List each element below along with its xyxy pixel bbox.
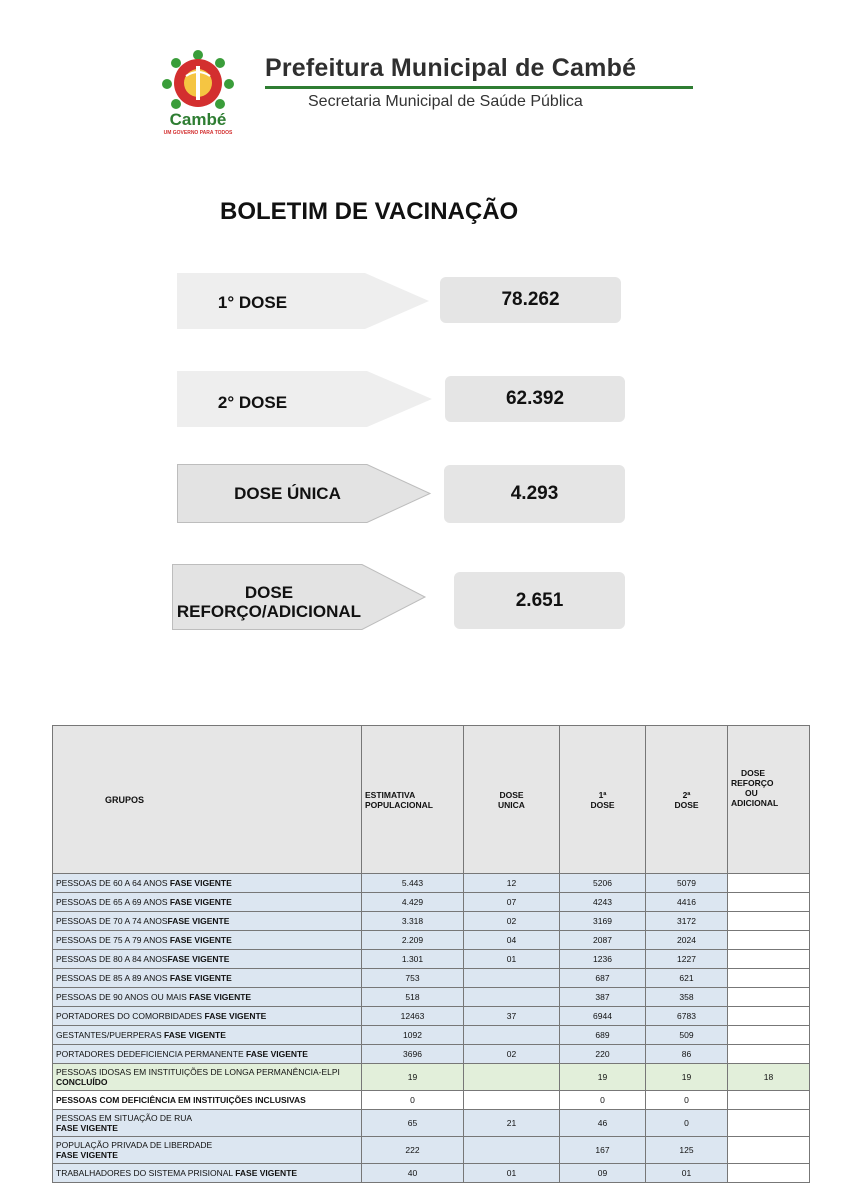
dose1-cell: 5206 xyxy=(560,874,646,893)
phase-status: FASE VIGENTE xyxy=(164,1030,226,1040)
org-title: Prefeitura Municipal de Cambé xyxy=(265,54,637,82)
dose2-cell: 3172 xyxy=(646,912,728,931)
dose-reforco-label xyxy=(174,583,364,621)
reforco-cell xyxy=(728,912,810,931)
group-name: PORTADORES DO COMORBIDADES xyxy=(56,1011,205,1021)
dose2-cell: 19 xyxy=(646,1064,728,1091)
estimativa-cell: 0 xyxy=(362,1091,464,1110)
group-name: PESSOAS DE 70 A 74 ANOS xyxy=(56,916,168,926)
dose1-cell: 46 xyxy=(560,1110,646,1137)
dose-reforco-label-line2: REFORÇO/ADICIONAL xyxy=(176,602,362,621)
estimativa-cell: 2.209 xyxy=(362,931,464,950)
vaccination-groups-table xyxy=(52,725,810,1183)
reforco-cell xyxy=(728,931,810,950)
dose1-cell: 09 xyxy=(560,1164,646,1183)
group-name: PORTADORES DEDEFICIENCIA PERMANENTE xyxy=(56,1049,247,1059)
header-reforco-line4: ADICIONAL xyxy=(731,798,779,808)
dose1-cell: 1236 xyxy=(560,950,646,969)
table-row xyxy=(53,1091,810,1110)
logo-tagline: UM GOVERNO PARA TODOS xyxy=(163,130,233,136)
estimativa-cell: 3.318 xyxy=(362,912,464,931)
dose2-cell: 4416 xyxy=(646,893,728,912)
dose-unica-cell: 12 xyxy=(464,874,560,893)
phase-status: FASE VIGENTE xyxy=(169,878,232,888)
dose1-cell: 6944 xyxy=(560,1007,646,1026)
group-cell xyxy=(53,988,362,1007)
dose-unica-cell: 04 xyxy=(464,931,560,950)
dose-unica-cell: 07 xyxy=(464,893,560,912)
group-cell xyxy=(53,969,362,988)
title-divider xyxy=(265,86,693,89)
group-name: PESSOAS COM DEFICIÊNCIA EM INSTITUIÇÕES INCLUSIVAS xyxy=(56,1095,306,1105)
header-grupos: GRUPOS xyxy=(53,726,362,874)
dose-unica-cell: 21 xyxy=(464,1110,560,1137)
dose1-cell: 4243 xyxy=(560,893,646,912)
dose-unica-cell: 02 xyxy=(464,912,560,931)
dose2-cell: 125 xyxy=(646,1137,728,1164)
dose2-cell: 621 xyxy=(646,969,728,988)
estimativa-cell: 518 xyxy=(362,988,464,1007)
cambe-logo xyxy=(150,48,246,138)
group-cell xyxy=(53,950,362,969)
reforco-cell xyxy=(728,1045,810,1064)
estimativa-cell: 12463 xyxy=(362,1007,464,1026)
header-dose1-line2: DOSE xyxy=(590,799,615,810)
group-cell xyxy=(53,893,362,912)
table-row xyxy=(53,893,810,912)
phase-status: FASE VIGENTE xyxy=(167,954,230,964)
dose2-cell: 509 xyxy=(646,1026,728,1045)
dose-unica-label: DOSE ÚNICA xyxy=(234,484,341,503)
header-dose2-line1: 2ª xyxy=(682,789,691,800)
phase-status: FASE VIGENTE xyxy=(56,1150,118,1160)
dose1-cell: 387 xyxy=(560,988,646,1007)
org-subtitle: Secretaria Municipal de Saúde Pública xyxy=(308,93,583,110)
group-cell xyxy=(53,1137,362,1164)
estimativa-cell: 19 xyxy=(362,1064,464,1091)
phase-status: FASE VIGENTE xyxy=(169,935,232,945)
reforco-cell: 18 xyxy=(728,1064,810,1091)
dose2-label: 2° DOSE xyxy=(217,393,288,412)
dose1-cell: 19 xyxy=(560,1064,646,1091)
table-row xyxy=(53,1045,810,1064)
dose1-cell: 3169 xyxy=(560,912,646,931)
dose-unica-cell: 02 xyxy=(464,1045,560,1064)
estimativa-cell: 222 xyxy=(362,1137,464,1164)
dose-unica-cell: 01 xyxy=(464,950,560,969)
dose2-cell: 0 xyxy=(646,1110,728,1137)
phase-status: FASE VIGENTE xyxy=(189,992,252,1002)
dose1-cell: 689 xyxy=(560,1026,646,1045)
dose1-cell: 2087 xyxy=(560,931,646,950)
estimativa-cell: 4.429 xyxy=(362,893,464,912)
table-row xyxy=(53,1110,810,1137)
estimativa-cell: 5.443 xyxy=(362,874,464,893)
dose2-cell: 6783 xyxy=(646,1007,728,1026)
table-row xyxy=(53,950,810,969)
group-cell xyxy=(53,912,362,931)
estimativa-cell: 753 xyxy=(362,969,464,988)
dose-unica-cell xyxy=(464,1091,560,1110)
reforco-cell xyxy=(728,1091,810,1110)
table-row xyxy=(53,1164,810,1183)
table-row xyxy=(53,931,810,950)
header-reforco-line1: DOSE xyxy=(741,768,766,778)
table-row xyxy=(53,969,810,988)
estimativa-cell: 1092 xyxy=(362,1026,464,1045)
dose-unica-cell xyxy=(464,988,560,1007)
group-name: PESSOAS IDOSAS EM INSTITUIÇÕES DE LONGA PERMANÊNCIA-ELPI xyxy=(56,1067,340,1077)
dose1-cell: 0 xyxy=(560,1091,646,1110)
phase-status: CONCLUÍDO xyxy=(56,1077,108,1087)
header-dose-unica-line1: DOSE xyxy=(499,789,524,800)
dose2-value: 62.392 xyxy=(445,376,625,422)
header-dose-unica-line2: UNICA xyxy=(498,799,525,810)
table-row xyxy=(53,1026,810,1045)
reforco-cell xyxy=(728,1007,810,1026)
reforco-cell xyxy=(728,1110,810,1137)
table-row xyxy=(53,912,810,931)
dose1-cell: 167 xyxy=(560,1137,646,1164)
estimativa-cell: 1.301 xyxy=(362,950,464,969)
table-header-row xyxy=(53,726,810,874)
table-row xyxy=(53,874,810,893)
header-reforco-line3: OU xyxy=(745,788,758,798)
dose2-cell: 01 xyxy=(646,1164,728,1183)
group-name: PESSOAS DE 60 A 64 ANOS xyxy=(56,878,170,888)
phase-status: FASE VIGENTE xyxy=(167,916,230,926)
group-cell xyxy=(53,1164,362,1183)
header-dose2 xyxy=(646,726,728,874)
dose2-cell: 358 xyxy=(646,988,728,1007)
reforco-cell xyxy=(728,988,810,1007)
reforco-cell xyxy=(728,1137,810,1164)
header-estimativa: ESTIMATIVA POPULACIONAL xyxy=(362,726,464,874)
group-cell xyxy=(53,1091,362,1110)
header-dose2-line2: DOSE xyxy=(674,799,699,810)
group-name: PESSOAS DE 90 ANOS OU MAIS xyxy=(56,992,190,1002)
dose-reforco-value: 2.651 xyxy=(454,572,625,629)
table-row xyxy=(53,988,810,1007)
dose-unica-cell: 01 xyxy=(464,1164,560,1183)
reforco-cell xyxy=(728,1026,810,1045)
header-dose1 xyxy=(560,726,646,874)
dose-unica-cell: 37 xyxy=(464,1007,560,1026)
group-name: POPULAÇÃO PRIVADA DE LIBERDADE xyxy=(56,1140,213,1150)
table-row xyxy=(53,1007,810,1026)
group-name: GESTANTES/PUERPERAS xyxy=(56,1030,165,1040)
dose2-cell: 0 xyxy=(646,1091,728,1110)
estimativa-cell: 3696 xyxy=(362,1045,464,1064)
header-dose-unica xyxy=(464,726,560,874)
group-name: PESSOAS EM SITUAÇÃO DE RUA xyxy=(56,1113,193,1123)
phase-status: FASE VIGENTE xyxy=(56,1123,118,1133)
group-cell xyxy=(53,931,362,950)
dose2-cell: 1227 xyxy=(646,950,728,969)
estimativa-cell: 65 xyxy=(362,1110,464,1137)
dose1-cell: 220 xyxy=(560,1045,646,1064)
reforco-cell xyxy=(728,969,810,988)
table-row xyxy=(53,1064,810,1091)
dose1-label: 1° DOSE xyxy=(217,293,288,312)
group-cell xyxy=(53,1045,362,1064)
dose2-cell: 2024 xyxy=(646,931,728,950)
cambe-emblem-icon xyxy=(150,48,246,138)
dose-unica-cell xyxy=(464,1137,560,1164)
dose2-cell: 86 xyxy=(646,1045,728,1064)
dose-unica-cell xyxy=(464,1064,560,1091)
dose-unica-value: 4.293 xyxy=(444,465,625,523)
group-cell xyxy=(53,1110,362,1137)
table-row xyxy=(53,1137,810,1164)
header-reforco-line2: REFORÇO xyxy=(731,778,774,788)
group-name: PESSOAS DE 80 A 84 ANOS xyxy=(56,954,168,964)
group-name: PESSOAS DE 65 A 69 ANOS xyxy=(56,897,170,907)
group-cell xyxy=(53,1026,362,1045)
reforco-cell xyxy=(728,950,810,969)
group-cell xyxy=(53,1064,362,1091)
group-name: PESSOAS DE 75 A 79 ANOS xyxy=(56,935,170,945)
group-name: PESSOAS DE 85 A 89 ANOS xyxy=(56,973,170,983)
dose1-value: 78.262 xyxy=(440,277,621,323)
dose-unica-cell xyxy=(464,969,560,988)
dose-reforco-label-line1: DOSE xyxy=(244,583,294,602)
report-title: BOLETIM DE VACINAÇÃO xyxy=(220,198,519,225)
phase-status: FASE VIGENTE xyxy=(169,897,232,907)
table-body xyxy=(53,874,810,1183)
header-reforco xyxy=(728,726,810,874)
dose1-cell: 687 xyxy=(560,969,646,988)
phase-status: FASE VIGENTE xyxy=(169,973,232,983)
group-name: TRABALHADORES DO SISTEMA PRISIONAL xyxy=(56,1168,236,1178)
header-dose1-line1: 1ª xyxy=(598,789,607,800)
group-cell xyxy=(53,874,362,893)
dose2-cell: 5079 xyxy=(646,874,728,893)
reforco-cell xyxy=(728,1164,810,1183)
estimativa-cell: 40 xyxy=(362,1164,464,1183)
dose-unica-cell xyxy=(464,1026,560,1045)
phase-status: FASE VIGENTE xyxy=(246,1049,308,1059)
logo-text: Cambé xyxy=(169,110,227,129)
phase-status: FASE VIGENTE xyxy=(235,1168,298,1178)
phase-status: FASE VIGENTE xyxy=(204,1011,267,1021)
reforco-cell xyxy=(728,874,810,893)
reforco-cell xyxy=(728,893,810,912)
group-cell xyxy=(53,1007,362,1026)
